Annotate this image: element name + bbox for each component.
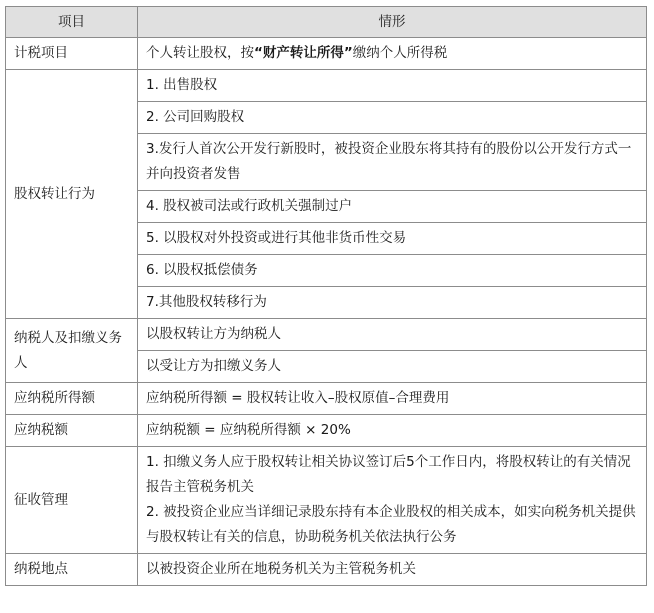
row-label-taxpayer: 纳税人及扣缴义务人 xyxy=(6,319,138,383)
transfer-item: 4. 股权被司法或行政机关强制过户 xyxy=(138,191,647,223)
tax-amount-value: 应纳税额 = 应纳税所得额 × 20% xyxy=(138,415,647,447)
tax-item-prefix: 个人转让股权，按 xyxy=(146,45,254,61)
collection-item-2: 2. 被投资企业应当详细记录股东持有本企业股权的相关成本，如实向税务机关提供与股权转让有关的信息，协助税务机关依法执行公务 xyxy=(146,504,636,545)
table-row xyxy=(6,415,647,447)
transfer-item: 6. 以股权抵偿债务 xyxy=(138,255,647,287)
transfer-item: 2. 公司回购股权 xyxy=(138,102,647,134)
transfer-item: 1. 出售股权 xyxy=(138,70,647,102)
row-label-collection: 征收管理 xyxy=(6,447,138,554)
collection-item-1: 1. 扣缴义务人应于股权转让相关协议签订后5个工作日内，将股权转让的有关情况报告主管税务机关 xyxy=(146,454,631,495)
table-row xyxy=(6,70,647,102)
collection-value xyxy=(138,447,647,554)
taxable-income-value: 应纳税所得额 = 股权转让收入–股权原值–合理费用 xyxy=(138,383,647,415)
table-row xyxy=(6,38,647,70)
location-value: 以被投资企业所在地税务机关为主管税务机关 xyxy=(138,554,647,586)
transfer-item: 7.其他股权转移行为 xyxy=(138,287,647,319)
row-label-taxable-income: 应纳税所得额 xyxy=(6,383,138,415)
row-label-tax-amount: 应纳税额 xyxy=(6,415,138,447)
tax-item-suffix: 缴纳个人所得税 xyxy=(352,45,448,61)
table-row xyxy=(6,319,647,351)
header-item: 项目 xyxy=(6,7,138,38)
row-label-transfer: 股权转让行为 xyxy=(6,70,138,319)
transfer-item: 5. 以股权对外投资或进行其他非货币性交易 xyxy=(138,223,647,255)
taxpayer-item: 以股权转让方为纳税人 xyxy=(138,319,647,351)
tax-item-value xyxy=(138,38,647,70)
tax-info-table xyxy=(5,6,647,586)
table-row xyxy=(6,383,647,415)
table-row xyxy=(6,447,647,554)
table-row xyxy=(6,554,647,586)
taxpayer-item: 以受让方为扣缴义务人 xyxy=(138,351,647,383)
row-label-tax-item: 计税项目 xyxy=(6,38,138,70)
tax-item-bold: “财产转让所得” xyxy=(254,45,353,61)
table-header-row xyxy=(6,7,647,38)
transfer-item: 3.发行人首次公开发行新股时，被投资企业股东将其持有的股份以公开发行方式一并向投资者发售 xyxy=(138,134,647,191)
header-situation: 情形 xyxy=(138,7,647,38)
row-label-location: 纳税地点 xyxy=(6,554,138,586)
